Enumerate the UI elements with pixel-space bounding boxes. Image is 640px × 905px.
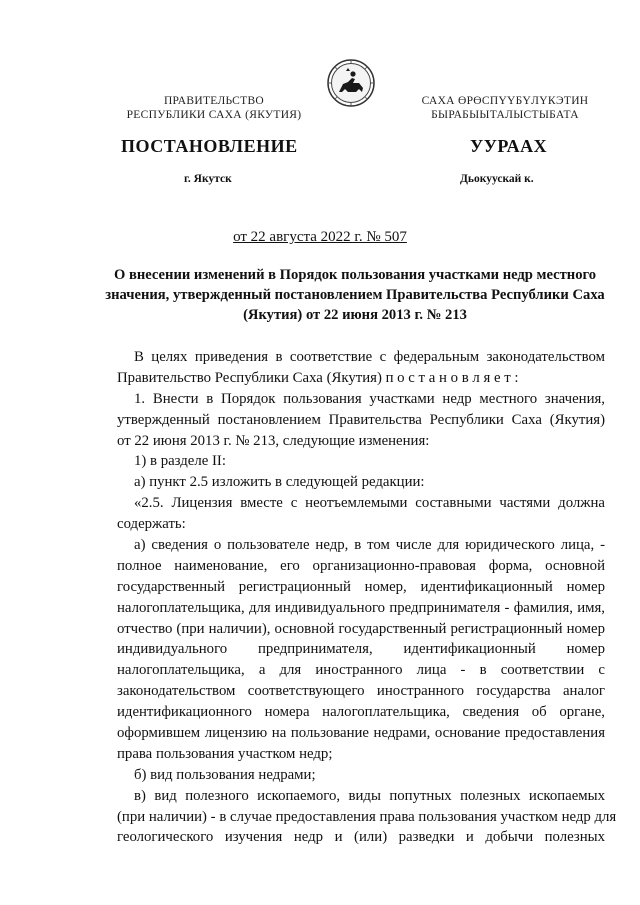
body-line: индивидуального предпринимателя, идентификационный номер [117, 641, 605, 658]
header-left-line: РЕСПУБЛИКИ САХА (ЯКУТИЯ) [126, 109, 302, 121]
body-line: 1. Внести в Порядок пользования участками недр местного значения, [134, 390, 605, 407]
body-line: Правительство Республики Саха (Якутия) п о с т а н о в л я е т : [117, 369, 519, 386]
body-line: В целях приведения в соответствие с федеральным законодательством [134, 349, 605, 365]
body-line: геологического изучения недр и (или) разведки и добычи полезных [117, 829, 605, 846]
body-line: идентификационного номера налогоплательщика, сведения об органе, [117, 704, 605, 721]
body-line: оформившем лицензию на пользование недрами, основание предоставления [117, 725, 605, 742]
title-line: (Якутия) от 22 июня 2013 г. № 213 [243, 307, 467, 323]
body-line: утвержденный постановлением Правительства Республики Саха (Якутия) [117, 411, 605, 428]
coat-of-arms-emblem-icon [326, 58, 376, 108]
doc-type-yakut: УУРААХ [470, 136, 548, 156]
header-right-line: БЫРАБЫЫТАЛЫСТЫБАТА [431, 109, 579, 121]
body-line: б) вид пользования недрами; [134, 766, 316, 783]
body-line: а) пункт 2.5 изложить в следующей редакции: [134, 474, 425, 491]
body-line: от 22 июня 2013 г. № 213, следующие изменения: [117, 432, 430, 449]
city-russian: г. Якутск [184, 173, 232, 185]
body-line: (при наличии) - в случае предоставления права пользования участком недр для [117, 808, 617, 825]
body-line: налогоплательщика, для индивидуального предпринимателя - фамилия, имя, [117, 599, 605, 616]
body-line: 1) в разделе II: [134, 453, 226, 470]
body-line: отчество (при наличии), основной государственный регистрационный номер [117, 620, 605, 637]
document-title [105, 265, 605, 325]
header-left-line: ПРАВИТЕЛЬСТВО [163, 95, 265, 107]
body-line: налогоплательщика, а для иностранного лица - в соответствии с [117, 662, 605, 679]
body-line: в) вид полезного ископаемого, виды попутных полезных ископаемых [134, 787, 605, 804]
body-line: государственный регистрационный номер, идентификационный номер [117, 578, 605, 595]
title-line: значения, утвержденный постановлением Правительства Республики Саха [105, 287, 605, 303]
doc-type-russian: ПОСТАНОВЛЕНИЕ [121, 136, 298, 156]
city-yakut: Дьокуускай к. [460, 173, 534, 185]
body-line: законодательством соответствующего иностранного государства аналог [117, 683, 605, 700]
body-line: полное наименование, его организационно-правовая форма, основной [117, 557, 605, 574]
body-line: «2.5. Лицензия вместе с неотъемлемыми составными частями должна [134, 495, 605, 512]
document-body [117, 347, 617, 848]
header-left-organization [104, 94, 324, 122]
body-line: а) сведения о пользователе недр, в том числе для юридического лица, - [134, 537, 605, 554]
header-right-line: САХА ӨРӨСПҮҮБҮЛҮКЭТИН [421, 95, 589, 107]
body-line: содержать: [117, 516, 186, 533]
header-right-organization [385, 94, 625, 122]
title-line: О внесении изменений в Порядок пользования участками недр местного [113, 267, 597, 283]
document-date-number [0, 229, 640, 246]
date-number-text: от 22 августа 2022 г. № 507 [233, 229, 407, 245]
body-line: права пользования участком недр; [117, 745, 333, 762]
